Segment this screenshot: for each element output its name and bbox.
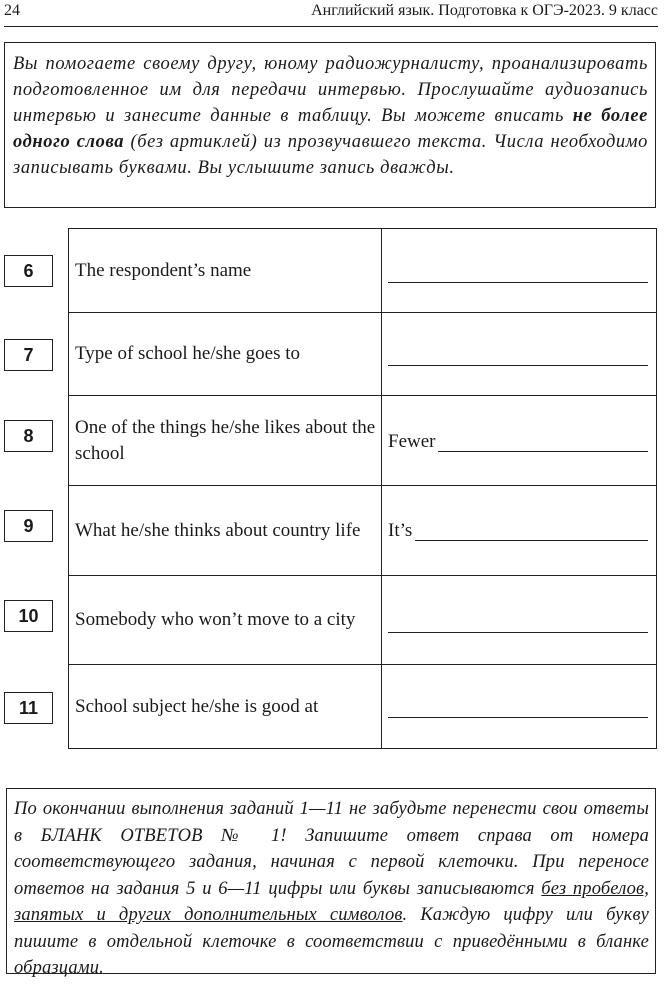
answer-cell[interactable] bbox=[382, 396, 656, 485]
reminder-text-1: По окончании выполнения заданий 1—11 не забудьте перенести свои ответы в БЛАНК ОТВЕТОВ № 1! Запишите ответ справа от номера соответствующего задания, начиная с первой клеточки. При переносе ответов на задания 5 и 6—11 цифры или буквы записываются bbox=[14, 799, 649, 899]
answer-line[interactable] bbox=[388, 521, 648, 541]
answer-cell[interactable] bbox=[382, 576, 656, 664]
table-row bbox=[69, 665, 656, 749]
question-cell bbox=[69, 313, 382, 395]
answer-prefix: Fewer bbox=[388, 431, 436, 452]
question-cell bbox=[69, 396, 382, 485]
question-number-9: 9 bbox=[4, 510, 53, 542]
question-text: Type of school he/she goes to bbox=[75, 343, 301, 364]
table-row bbox=[69, 486, 656, 576]
question-number-6: 6 bbox=[4, 255, 53, 287]
answer-cell[interactable] bbox=[382, 486, 656, 575]
instructions-bold: не более одного слова bbox=[13, 106, 648, 152]
question-text: What he/she thinks about country life bbox=[75, 519, 361, 541]
instructions-text-2: (без артиклей) из прозвучавшего текста. Числа необходимо записывать буквами. Вы услышите запись дважды. bbox=[13, 132, 649, 178]
table-row bbox=[69, 576, 656, 665]
question-number-7: 7 bbox=[4, 339, 53, 371]
question-cell bbox=[69, 229, 382, 312]
page-header bbox=[4, 0, 658, 27]
instructions-text-1: Вы помогаете своему другу, юному радиожурналисту, проанализировать подготовленное им для передачи интервью. Прослушайте аудиозапись интервью и занесите данные в таблицу. Вы можете вписать bbox=[13, 54, 648, 126]
blank-line bbox=[415, 522, 648, 541]
answer-line[interactable] bbox=[388, 432, 648, 452]
answer-line[interactable] bbox=[388, 717, 648, 718]
answer-cell[interactable] bbox=[382, 665, 656, 749]
question-text: One of the things he/she likes about the school bbox=[75, 416, 376, 464]
question-cell bbox=[69, 665, 382, 749]
question-text: Somebody who won’t move to a city bbox=[75, 609, 356, 630]
question-number-8: 8 bbox=[4, 420, 53, 452]
final-reminder bbox=[6, 788, 656, 978]
question-text: The respondent’s name bbox=[75, 259, 252, 281]
question-text: School subject he/she is good at bbox=[75, 696, 319, 717]
answer-line[interactable] bbox=[388, 365, 648, 366]
answer-line[interactable] bbox=[388, 282, 648, 283]
reminder-text-2: . Каждую цифру или букву пишите в отдельной клеточке в соответствии с приведёнными в бланке образцами. bbox=[14, 905, 649, 978]
answer-cell[interactable] bbox=[382, 313, 656, 395]
answer-prefix: It’s bbox=[388, 520, 413, 541]
answer-cell[interactable] bbox=[382, 229, 656, 312]
book-title: Английский язык. Подготовка к ОГЭ-2023. 9 класс bbox=[311, 2, 658, 19]
question-number-10: 10 bbox=[4, 600, 53, 632]
answer-line[interactable] bbox=[388, 632, 648, 633]
page-number: 24 bbox=[4, 2, 20, 19]
table-row bbox=[69, 313, 656, 396]
question-number-11: 11 bbox=[4, 692, 53, 724]
blank-line bbox=[438, 433, 648, 452]
answer-table bbox=[68, 228, 657, 749]
question-cell bbox=[69, 486, 382, 575]
question-cell bbox=[69, 576, 382, 664]
task-instructions bbox=[4, 42, 656, 208]
table-row bbox=[69, 396, 656, 486]
reminder-underlined: без пробелов, запятых и других дополнительных символов bbox=[14, 878, 650, 925]
table-row bbox=[69, 229, 656, 313]
